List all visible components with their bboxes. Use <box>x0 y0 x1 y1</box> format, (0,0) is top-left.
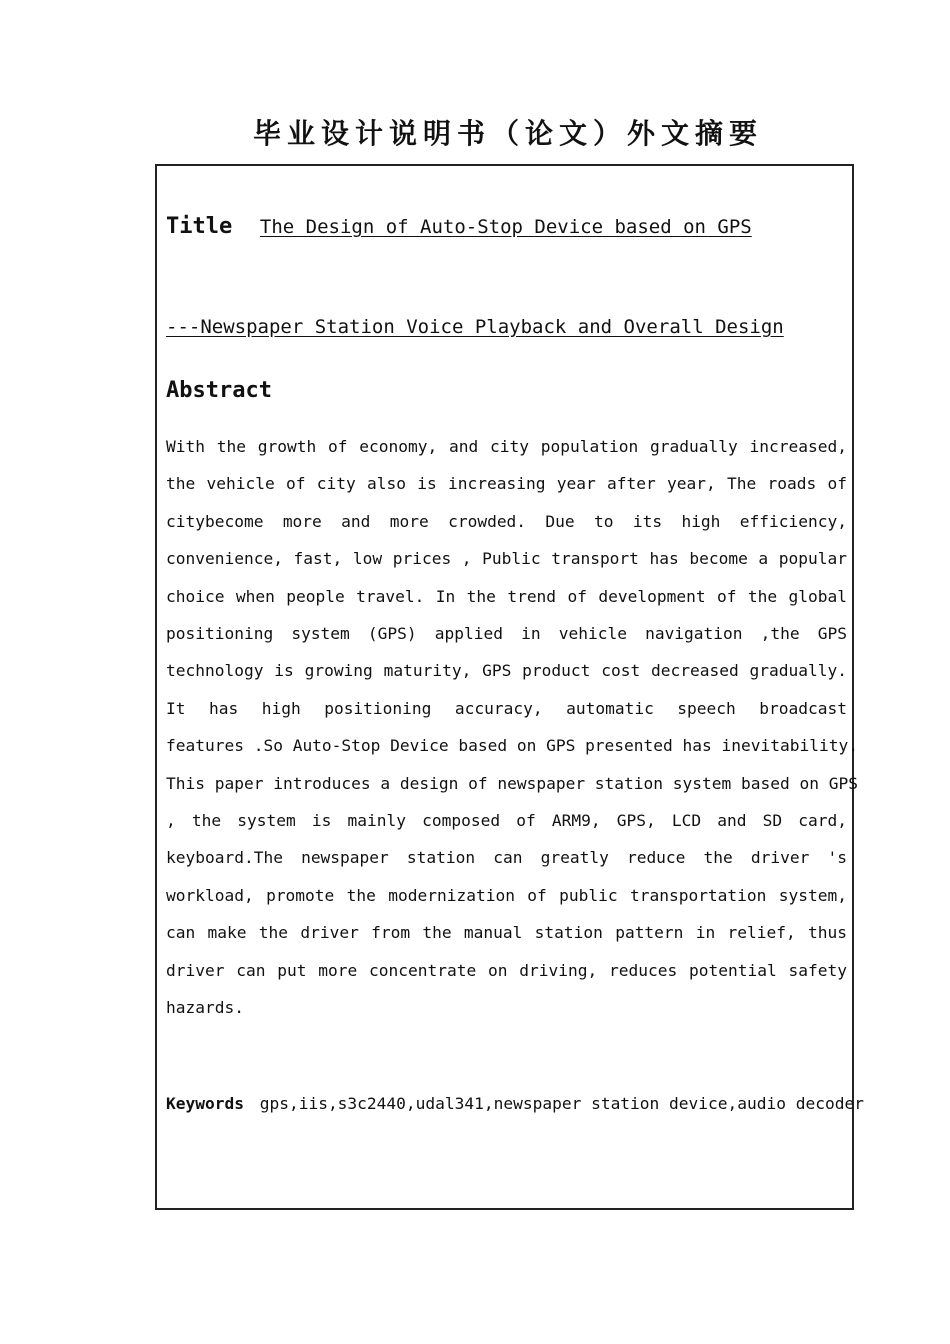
abstract-line: With the growth of economy, and city population gradually increased, <box>166 437 847 456</box>
abstract-body <box>166 428 858 1027</box>
abstract-line: features .So Auto-Stop Device based on GPS presented has inevitability. <box>166 736 858 756</box>
title-row <box>166 214 752 239</box>
abstract-line: can make the driver from the manual station pattern in relief, thus <box>166 923 847 943</box>
abstract-line: keyboard.The newspaper station can greatly reduce the driver 's <box>166 848 847 868</box>
subtitle-text: ---Newspaper Station Voice Playback and Overall Design <box>166 316 784 338</box>
keywords-text: gps,iis,s3c2440,udal341,newspaper station device,audio decoder <box>259 1094 864 1113</box>
abstract-line: citybecome more and more crowded. Due to its high efficiency, <box>166 511 847 531</box>
abstract-heading: Abstract <box>166 378 272 403</box>
abstract-line: technology is growing maturity, GPS product cost decreased gradually. <box>166 661 847 681</box>
abstract-line: the vehicle of city also is increasing year after year, The roads of <box>166 474 847 494</box>
abstract-line: It has high positioning accuracy, automatic speech broadcast <box>166 698 847 718</box>
abstract-line: workload, promote the modernization of public transportation system, <box>166 885 847 905</box>
abstract-line: This paper introduces a design of newspaper station system based on GPS <box>166 773 858 793</box>
abstract-form-frame <box>155 164 864 1210</box>
abstract-line: , the system is mainly composed of ARM9, GPS, LCD and SD card, <box>166 811 847 831</box>
abstract-line: choice when people travel. In the trend of development of the global <box>166 586 847 606</box>
page-title: 毕业设计说明书（论文）外文摘要 <box>252 117 763 150</box>
title-text: The Design of Auto-Stop Device based on GPS <box>259 216 752 238</box>
abstract-line: positioning system (GPS) applied in vehicle navigation ,the GPS <box>166 624 847 644</box>
title-label: Title <box>166 214 233 239</box>
subtitle-row <box>166 316 784 338</box>
abstract-line: driver can put more concentrate on driving, reduces potential safety <box>166 960 847 980</box>
abstract-line: hazards. <box>166 998 244 1018</box>
keywords-row <box>166 1094 864 1113</box>
abstract-line: convenience, fast, low prices , Public transport has become a popular <box>166 549 847 569</box>
keywords-label: Keywords <box>166 1094 244 1113</box>
